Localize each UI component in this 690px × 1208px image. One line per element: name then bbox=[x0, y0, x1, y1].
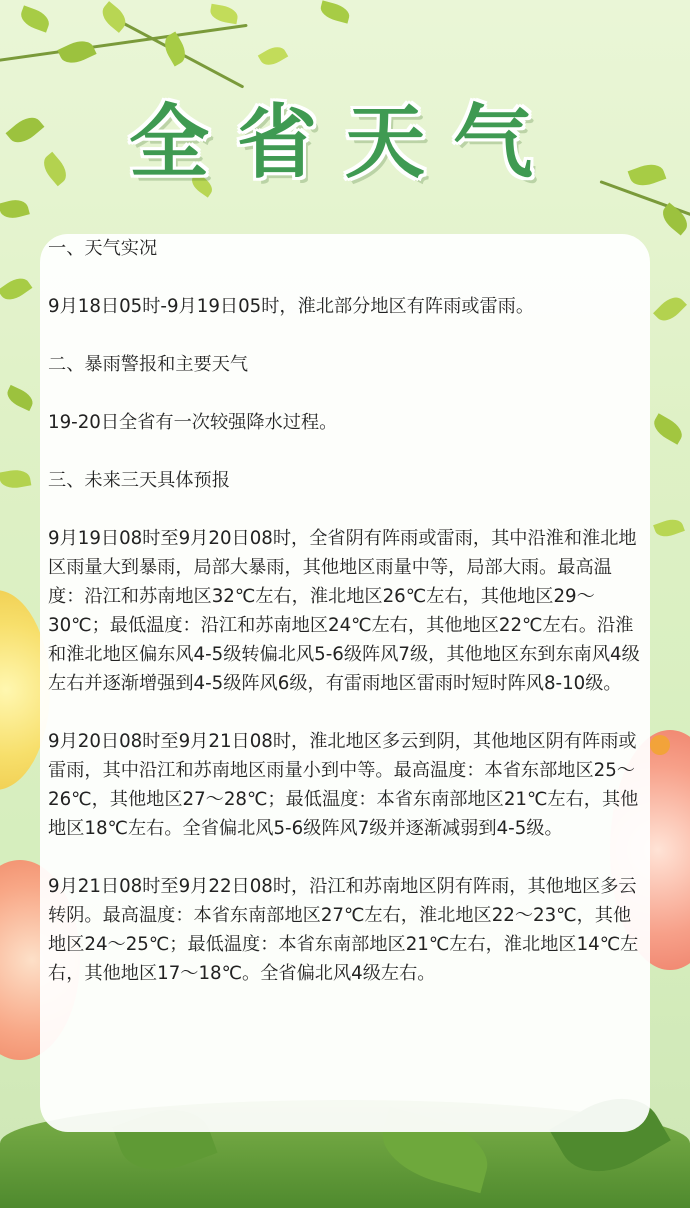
forecast-day-1: 9月19日08时至9月20日08时，全省阴有阵雨或雷雨，其中沿淮和淮北地区雨量大到暴雨，局部大暴雨，其他地区雨量中等，局部大雨。最高温度：沿江和苏南地区32℃左右，淮北地区26℃左右，其他地区29～30℃；最低温度：沿江和苏南地区24℃左右，其他地区22℃左右。沿淮和淮北地区偏东风4-5级转偏北风5-6级阵风7级，其他地区东到东南风4级左右并逐渐增强到4-5级阵风6级，有雷雨地区雷雨时短时阵风8-10级。 bbox=[48, 528, 640, 694]
forecast-day-3: 9月21日08时至9月22日08时，沿江和苏南地区阴有阵雨，其他地区多云转阴。最高温度：本省东南部地区27℃左右，淮北地区22～23℃，其他地区24～25℃；最低温度：本省东南部地区21℃左右，淮北地区14℃左右，其他地区17～18℃。全省偏北风4级左右。 bbox=[48, 876, 639, 984]
section-heading: 二、暴雨警报和主要天气 bbox=[48, 354, 249, 375]
leaf-decoration bbox=[658, 202, 690, 235]
leaf-decoration bbox=[653, 292, 687, 326]
leaf-decoration bbox=[650, 413, 687, 445]
leaf-decoration bbox=[0, 197, 30, 222]
forecast-day-2: 9月20日08时至9月21日08时，淮北地区多云到阴，其他地区阴有阵雨或雷雨，其中沿江和苏南地区雨量小到中等。最高温度：本省东部地区25～26℃，其他地区27～28℃；最低温度：本省东南部地区21℃左右，其他地区18℃左右。全省偏北风5-6级阵风7级并逐渐减弱到4-5级。 bbox=[48, 731, 639, 839]
section-text: 9月18日05时-9月19日05时，淮北部分地区有阵雨或雷雨。 bbox=[48, 296, 535, 317]
leaf-decoration bbox=[0, 273, 32, 305]
leaf-decoration bbox=[18, 5, 52, 32]
leaf-decoration bbox=[258, 43, 289, 70]
leaf-decoration bbox=[209, 4, 239, 25]
section-text: 19-20日全省有一次较强降水过程。 bbox=[48, 412, 338, 433]
leaf-decoration bbox=[318, 0, 351, 23]
section-heading: 三、未来三天具体预报 bbox=[48, 470, 230, 491]
section-heading: 一、天气实况 bbox=[48, 238, 158, 259]
flower-decoration bbox=[650, 735, 670, 755]
leaf-decoration bbox=[57, 36, 96, 68]
leaf-decoration bbox=[653, 516, 685, 541]
forecast-content bbox=[48, 234, 648, 988]
page-title: 全省天气 bbox=[129, 96, 561, 189]
leaf-decoration bbox=[0, 468, 31, 491]
leaf-decoration bbox=[4, 385, 36, 411]
leaf-decoration bbox=[97, 1, 130, 33]
